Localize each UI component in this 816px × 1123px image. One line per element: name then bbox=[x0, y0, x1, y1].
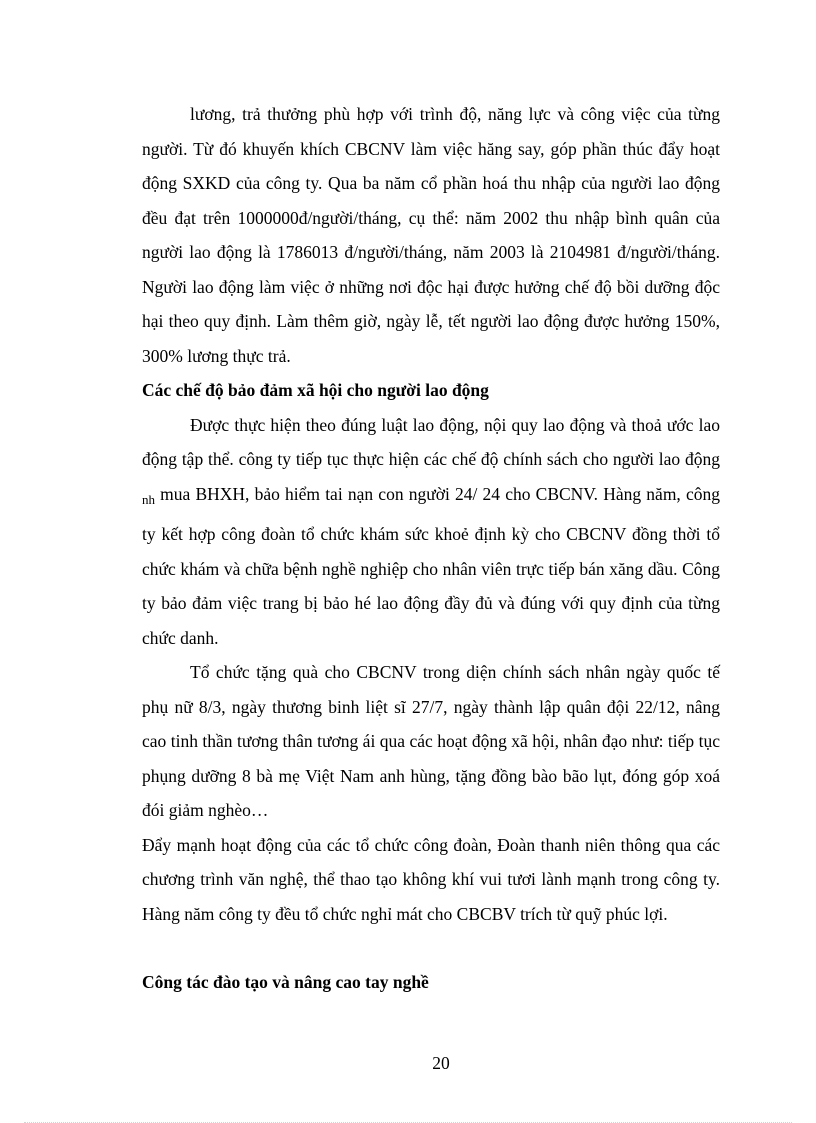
paragraph-social-policies bbox=[142, 408, 720, 656]
subscript-fragment: nh bbox=[142, 491, 155, 507]
heading-social-insurance: Các chế độ bảo đảm xã hội cho người lao động bbox=[142, 380, 489, 400]
paragraph-salary: lương, trả thưởng phù hợp với trình độ, năng lực và công việc của từng người. Từ đó khuyến khích CBCNV làm việc hăng say, góp phần thúc đẩy hoạt động SXKD của công ty. Qua ba năm cổ phần hoá thu nhập của người lao động đều đạt trên 1000000đ/người/tháng, cụ thể: năm 2002 thu nhập bình quân của người lao động là 1786013 đ/người/tháng, năm 2003 là 2104981 đ/người/tháng. Người lao động làm việc ở những nơi độc hại được hưởng chế độ bồi dưỡng độc hại theo quy định. Làm thêm giờ, ngày lễ, tết người lao động được hưởng 150%, 300% lương thực trả. bbox=[142, 104, 720, 366]
paragraph-union-activities: Đẩy mạnh hoạt động của các tổ chức công đoàn, Đoàn thanh niên thông qua các chương trình văn nghệ, thể thao tạo không khí vui tươi lành mạnh trong công ty. Hàng năm công ty đều tổ chức nghỉ mát cho CBCBV trích từ quỹ phúc lợi. bbox=[142, 834, 720, 924]
paragraph-social-policies-part1: Được thực hiện theo đúng luật lao động, nội quy lao động và thoả ước lao động tập thể. công ty tiếp tục thực hiện các chế độ chính sách cho người lao động bbox=[142, 414, 720, 469]
page-number: 20 bbox=[432, 1053, 450, 1073]
heading-training: Công tác đào tạo và nâng cao tay nghề bbox=[142, 972, 429, 992]
paragraph-social-policies-part2: mua BHXH, bảo hiểm tai nạn con người 24/ 24 cho CBCNV. Hàng năm, công ty kết hợp công đoàn tổ chức khám sức khoẻ định kỳ cho CBCNV đồng thời tổ chức khám và chữa bệnh nghề nghiệp cho nhân viên trực tiếp bán xăng dầu. Công ty bảo đảm việc trang bị bảo hé lao động đầy đủ và đúng với quy định của từng chức danh. bbox=[142, 483, 720, 648]
document-body bbox=[142, 97, 720, 1000]
paragraph-gifts: Tổ chức tặng quà cho CBCNV trong diện chính sách nhân ngày quốc tế phụ nữ 8/3, ngày thương binh liệt sĩ 27/7, ngày thành lập quân đội 22/12, nâng cao tinh thần tương thân tương ái qua các hoạt động xã hội, nhân đạo như: tiếp tục phụng dưỡng 8 bà mẹ Việt Nam anh hùng, tặng đồng bào bão lụt, đóng góp xoá đói giảm nghèo… bbox=[142, 662, 720, 820]
section-spacer bbox=[142, 931, 720, 965]
